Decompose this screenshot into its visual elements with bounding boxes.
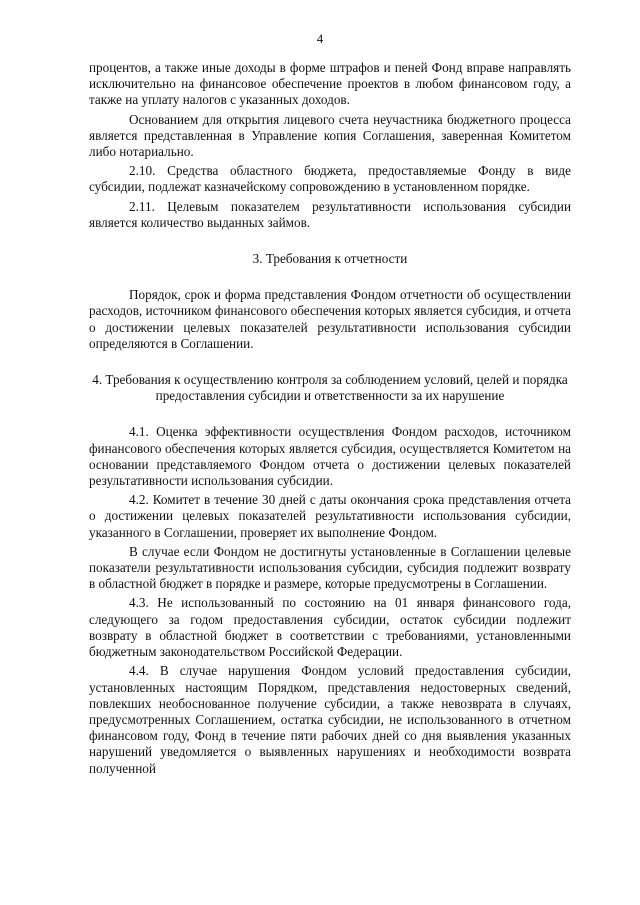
- section-heading-4: 4. Требования к осуществлению контроля за соблюдением условий, целей и порядка предоставления субсидии и ответственности за их нарушение: [92, 372, 568, 404]
- paragraph-4-2: 4.2. Комитет в течение 30 дней с даты окончания срока представления отчета о достижении целевых показателей результативности использования субсидии, указанного в Соглашении, проверяет их выполнение Фондом.: [89, 492, 571, 540]
- section-heading-3: 3. Требования к отчетности: [252, 251, 408, 267]
- paragraph-account-basis: Основанием для открытия лицевого счета неучастника бюджетного процесса является представленная в Управление копия Соглашения, заверенная Комитетом либо нотариально.: [89, 111, 571, 160]
- paragraph-4-3: 4.3. Не использованный по состоянию на 01 января финансового года, следующего за годом предоставления субсидии, остаток субсидии подлежит возврату в областной бюджет в соответствии с требованиями, установленными бюджетным законодательством Российской Федерации.: [89, 595, 571, 660]
- paragraph-2-11: 2.11. Целевым показателем результативности использования субсидии является количество выданных займов.: [89, 198, 571, 230]
- page-number: 4: [316, 31, 324, 46]
- paragraph-reporting: Порядок, срок и форма представления Фондом отчетности об осуществлении расходов, источником финансового обеспечения которых является субсидия, и отчета о достижении целевых показателей результативности использования субсидии определяются в Соглашении.: [89, 287, 571, 351]
- paragraph-2-10: 2.10. Средства областного бюджета, предоставляемые Фонду в виде субсидии, подлежат казначейскому сопровождению в установленном порядке.: [89, 163, 571, 195]
- paragraph-4-4: 4.4. В случае нарушения Фондом условий предоставления субсидии, установленных настоящим Порядком, представления недостоверных сведений, повлекших необоснованное получение субсидии, а также невозврата в случаях, предусмотренных Соглашением, остатка субсидии, не использованного в отчетном финансовом году, Фонд в течение пяти рабочих дней со дня выявления указанных нарушений уведомляется о выявленных нарушениях и необходимости возврата полученной: [89, 663, 571, 776]
- paragraph-4-1: 4.1. Оценка эффективности осуществления Фондом расходов, источником финансового обеспечения которых является субсидия, осуществляется Комитетом на основании представляемого Фондом отчета о достижении целевых показателей результативности использования субсидии.: [89, 424, 571, 489]
- paragraph-continuation: процентов, а также иные доходы в форме штрафов и пеней Фонд вправе направлять исключительно на финансовое обеспечение проектов в любом финансовом году, а также на уплату налогов с указанных доходов.: [89, 60, 571, 108]
- document-body: [89, 60, 571, 777]
- paragraph-targets-not-met: В случае если Фондом не достигнуты установленные в Соглашении целевые показатели результативности использования субсидии, субсидия подлежит возврату в областной бюджет в порядке и размере, которые предусмотрены в Соглашении.: [89, 543, 571, 592]
